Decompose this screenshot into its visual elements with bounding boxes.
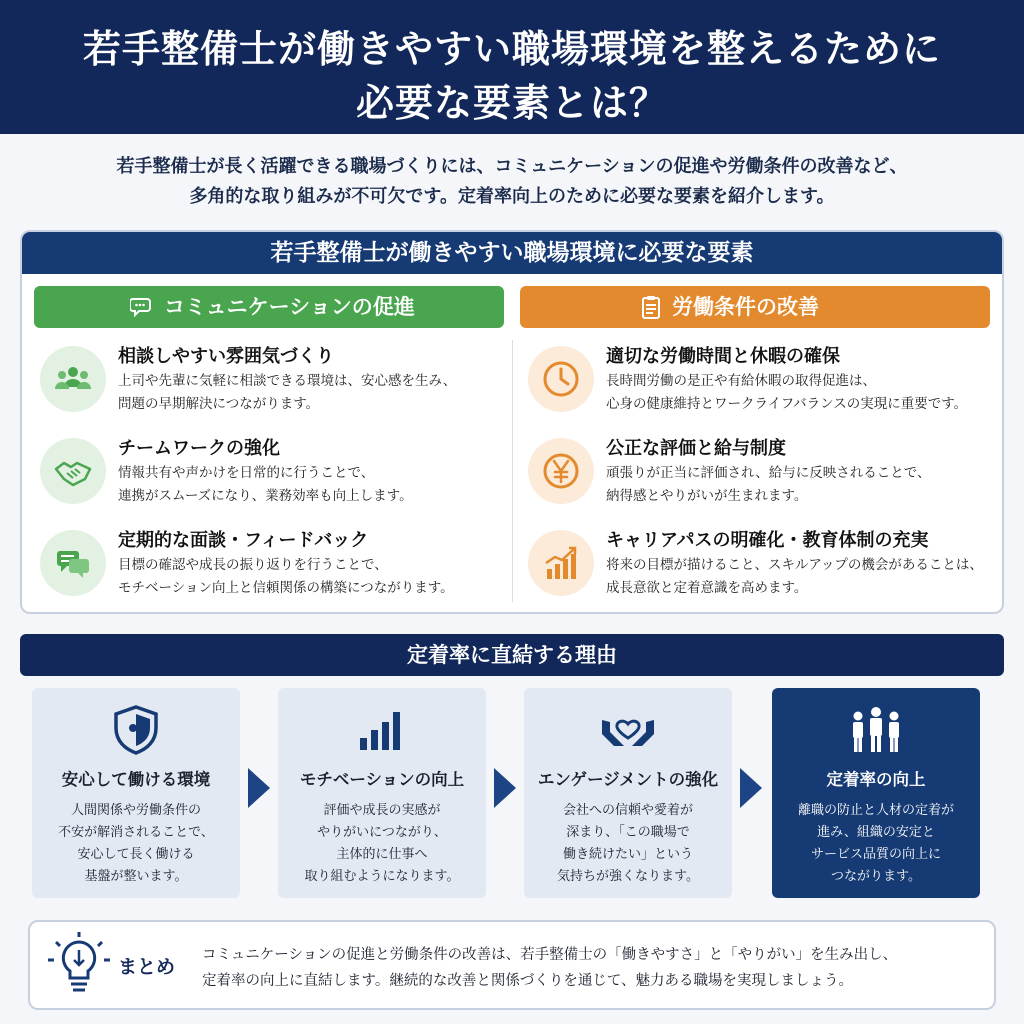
reason-card-3-desc xyxy=(524,800,732,888)
elements-panel-title: 若手整備士が働きやすい職場環境に必要な要素 xyxy=(22,232,1002,274)
page-title-line1: 若手整備士が働きやすい職場環境を整えるために xyxy=(82,27,941,71)
reason-card-3-line1: 会社への信頼や愛着が xyxy=(562,803,693,818)
reason-card-2 xyxy=(278,688,486,898)
left-item-2-title: チームワークの強化 xyxy=(118,438,280,459)
bar-chart-icon xyxy=(352,704,412,756)
left-item-3-desc-line2: モチベーション向上と信頼関係の構築につながります。 xyxy=(118,580,454,596)
yen-coin-icon xyxy=(528,438,594,504)
reason-card-2-title: モチベーションの向上 xyxy=(299,770,465,789)
reason-card-4-desc xyxy=(772,800,980,888)
reason-card-1-line4: 基盤が整います。 xyxy=(84,869,188,884)
reason-card-1-line3: 安心して長く働ける xyxy=(77,847,195,862)
feedback-chat-icon xyxy=(40,530,106,596)
right-item-1 xyxy=(528,342,998,422)
clipboard-icon xyxy=(638,294,664,320)
reason-card-4-line3: サービス品質の向上に xyxy=(810,847,941,862)
left-item-3-desc xyxy=(118,554,454,600)
reason-card-2-line4: 取り組むようになります。 xyxy=(304,869,460,884)
right-item-1-desc-line1: 長時間労働の是正や有給休暇の取得促進は、 xyxy=(606,373,876,389)
right-item-3 xyxy=(528,526,998,606)
reason-card-1-line1: 人間関係や労働条件の xyxy=(70,803,201,818)
reason-card-3-title: エンゲージメントの強化 xyxy=(537,770,719,789)
reason-card-1-desc xyxy=(32,800,240,888)
page-header xyxy=(0,0,1024,134)
right-item-1-desc-line2: 心身の健康維持とワークライフバランスの実現に重要です。 xyxy=(606,396,968,412)
arrow-3 xyxy=(740,768,762,808)
left-item-1-desc xyxy=(118,370,456,416)
reason-card-2-line1: 評価や成長の実感が xyxy=(323,803,441,818)
reason-card-2-line3: 主体的に仕事へ xyxy=(336,847,428,862)
reason-card-4-line4: つながります。 xyxy=(831,869,921,884)
reason-card-3-line3: 働き続けたい」という xyxy=(562,847,693,862)
reason-card-4 xyxy=(772,688,980,898)
group-icon xyxy=(40,346,106,412)
right-item-2 xyxy=(528,434,998,514)
page-title-line2: 必要な要素とは？ xyxy=(355,81,668,125)
clock-icon xyxy=(528,346,594,412)
left-item-3 xyxy=(40,526,510,606)
chat-bubbles-icon xyxy=(130,294,156,320)
left-item-2-desc-line2: 連携がスムーズになり、業務効率も向上します。 xyxy=(118,488,413,504)
reason-card-2-desc xyxy=(278,800,486,888)
reason-card-4-title: 定着率の向上 xyxy=(826,770,926,789)
communication-header xyxy=(34,286,504,328)
handshake-icon xyxy=(40,438,106,504)
column-divider xyxy=(512,340,513,602)
left-item-2 xyxy=(40,434,510,514)
reason-card-1 xyxy=(32,688,240,898)
left-item-2-desc xyxy=(118,462,413,508)
arrow-2 xyxy=(494,768,516,808)
heart-hands-icon xyxy=(598,704,658,756)
reasons-title: 定着率に直結する理由 xyxy=(20,634,1004,676)
right-item-3-title: キャリアパスの明確化・教育体制の充実 xyxy=(606,530,929,551)
right-item-2-desc xyxy=(606,462,931,508)
elements-panel xyxy=(20,230,1004,614)
reason-card-1-title: 安心して働ける環境 xyxy=(61,770,211,789)
intro-line1: 若手整備士が長く活躍できる職場づくりには、コミュニケーションの促進や労働条件の改善など、 xyxy=(116,156,908,177)
reason-card-3-line4: 気持ちが強くなります。 xyxy=(557,869,699,884)
shield-icon xyxy=(106,704,166,756)
summary-text xyxy=(202,942,897,994)
left-item-3-title: 定期的な面談・フィードバック xyxy=(118,530,369,551)
lightbulb-icon xyxy=(44,930,114,1002)
reason-card-4-line1: 離職の防止と人材の定着が xyxy=(797,803,954,818)
reason-card-3-line2: 深まり、「この職場で xyxy=(566,825,690,840)
right-item-2-desc-line1: 頑張りが正当に評価され、給与に反映されることで、 xyxy=(606,465,931,481)
work-conditions-title: 労働条件の改善 xyxy=(672,295,819,319)
right-item-1-desc xyxy=(606,370,967,416)
arrow-1 xyxy=(248,768,270,808)
summary-title: まとめ xyxy=(118,956,176,978)
right-item-1-title: 適切な労働時間と休暇の確保 xyxy=(606,346,840,367)
summary-line1: コミュニケーションの促進と労働条件の改善は、若手整備士の「働きやすさ」と「やりがい」を生み出し、 xyxy=(202,947,898,963)
right-item-2-desc-line2: 納得感とやりがいが生まれます。 xyxy=(606,488,808,504)
intro-line2: 多角的な取り組みが不可欠です。定着率向上のために必要な要素を紹介します。 xyxy=(189,186,835,207)
intro-text xyxy=(0,152,1024,212)
summary-box xyxy=(28,920,996,1010)
left-item-1-desc-line1: 上司や先輩に気軽に相談できる環境は、安心感を生み、 xyxy=(118,373,457,389)
left-item-1-title: 相談しやすい雰囲気づくり xyxy=(118,346,334,367)
reason-card-4-line2: 進み、組織の安定と xyxy=(817,825,935,840)
right-item-3-desc xyxy=(606,554,983,600)
left-item-2-desc-line1: 情報共有や声かけを日常的に行うことで、 xyxy=(118,465,375,481)
left-item-3-desc-line1: 目標の確認や成長の振り返りを行うことで、 xyxy=(118,557,388,573)
reason-card-1-line2: 不安が解消されることで、 xyxy=(58,825,214,840)
growth-chart-icon xyxy=(528,530,594,596)
work-conditions-header xyxy=(520,286,990,328)
right-item-2-title: 公正な評価と給与制度 xyxy=(606,438,786,459)
reason-card-2-line2: やりがいにつながり、 xyxy=(317,825,447,840)
summary-line2: 定着率の向上に直結します。継続的な改善と関係づくりを通じて、魅力ある職場を実現しましょう。 xyxy=(202,973,854,989)
people-icon xyxy=(846,704,906,756)
communication-title: コミュニケーションの促進 xyxy=(164,295,415,319)
right-item-3-desc-line2: 成長意欲と定着意識を高めます。 xyxy=(606,580,808,596)
reason-card-3 xyxy=(524,688,732,898)
left-item-1 xyxy=(40,342,510,422)
left-item-1-desc-line2: 問題の早期解決につながります。 xyxy=(118,396,320,412)
right-item-3-desc-line1: 将来の目標が描けること、スキルアップの機会があることは、 xyxy=(606,557,983,573)
